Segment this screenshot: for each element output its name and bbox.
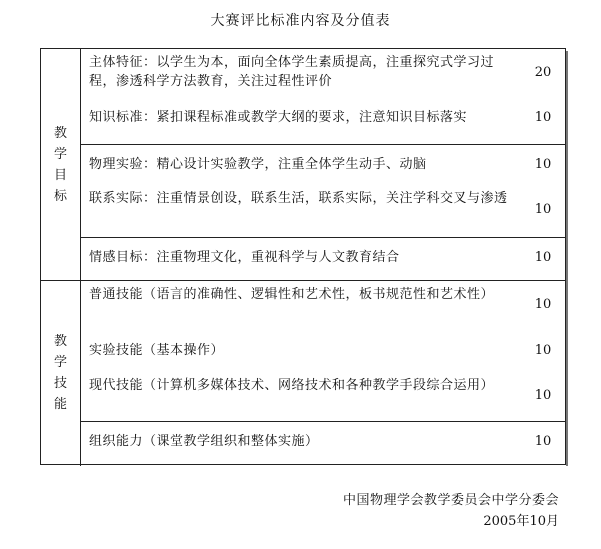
row-score: 10 — [534, 110, 552, 125]
row-score: 10 — [534, 434, 552, 449]
section-label — [41, 49, 81, 280]
row-text: 组织能力（课堂教学组织和整体实施） — [89, 434, 319, 449]
row-text: 现代技能（计算机多媒体技术、网络技术和各种教学手段综合运用） — [89, 378, 495, 393]
table-shadow — [566, 51, 568, 466]
row-text: 物理实验：精心设计实验教学，注重全体学生动手、动脑 — [89, 157, 427, 172]
section-teaching-goals — [41, 49, 565, 280]
row-text: 主体特征：以学生为本，面向全体学生素质提高，注重探究式学习过程，渗透科学方法教育，关注过程性评价 — [89, 55, 495, 89]
row-text: 联系实际：注重情景创设，联系生活，联系实际，关注学科交叉与渗透 — [89, 191, 508, 206]
row-score: 10 — [534, 343, 552, 358]
score-table — [40, 48, 566, 465]
section-label-text: 教学技能 — [53, 334, 67, 412]
group-separator — [81, 144, 565, 145]
row-text: 知识标准：紧扣课程标准或教学大纲的要求，注意知识目标落实 — [89, 110, 468, 125]
footer-date: 2005年10月 — [483, 514, 559, 529]
section-label — [41, 280, 81, 466]
group-separator — [81, 421, 565, 422]
row-text: 普通技能（语言的准确性、逻辑性和艺术性，板书规范性和艺术性） — [89, 287, 495, 302]
row-score: 10 — [534, 250, 552, 265]
row-score: 10 — [534, 157, 552, 172]
footer-organization: 中国物理学会教学委员会中学分委会 — [342, 493, 559, 508]
row-score: 10 — [534, 202, 552, 217]
row-text: 情感目标：注重物理文化，重视科学与人文教育结合 — [89, 250, 400, 265]
section-label-text: 教学目标 — [53, 125, 67, 204]
row-score: 10 — [534, 297, 552, 312]
group-separator — [81, 237, 565, 238]
row-text: 实验技能（基本操作） — [89, 343, 225, 358]
section-teaching-skills — [41, 280, 565, 466]
page-title: 大赛评比标准内容及分值表 — [210, 13, 391, 29]
row-score: 20 — [534, 65, 552, 80]
row-score: 10 — [534, 388, 552, 403]
